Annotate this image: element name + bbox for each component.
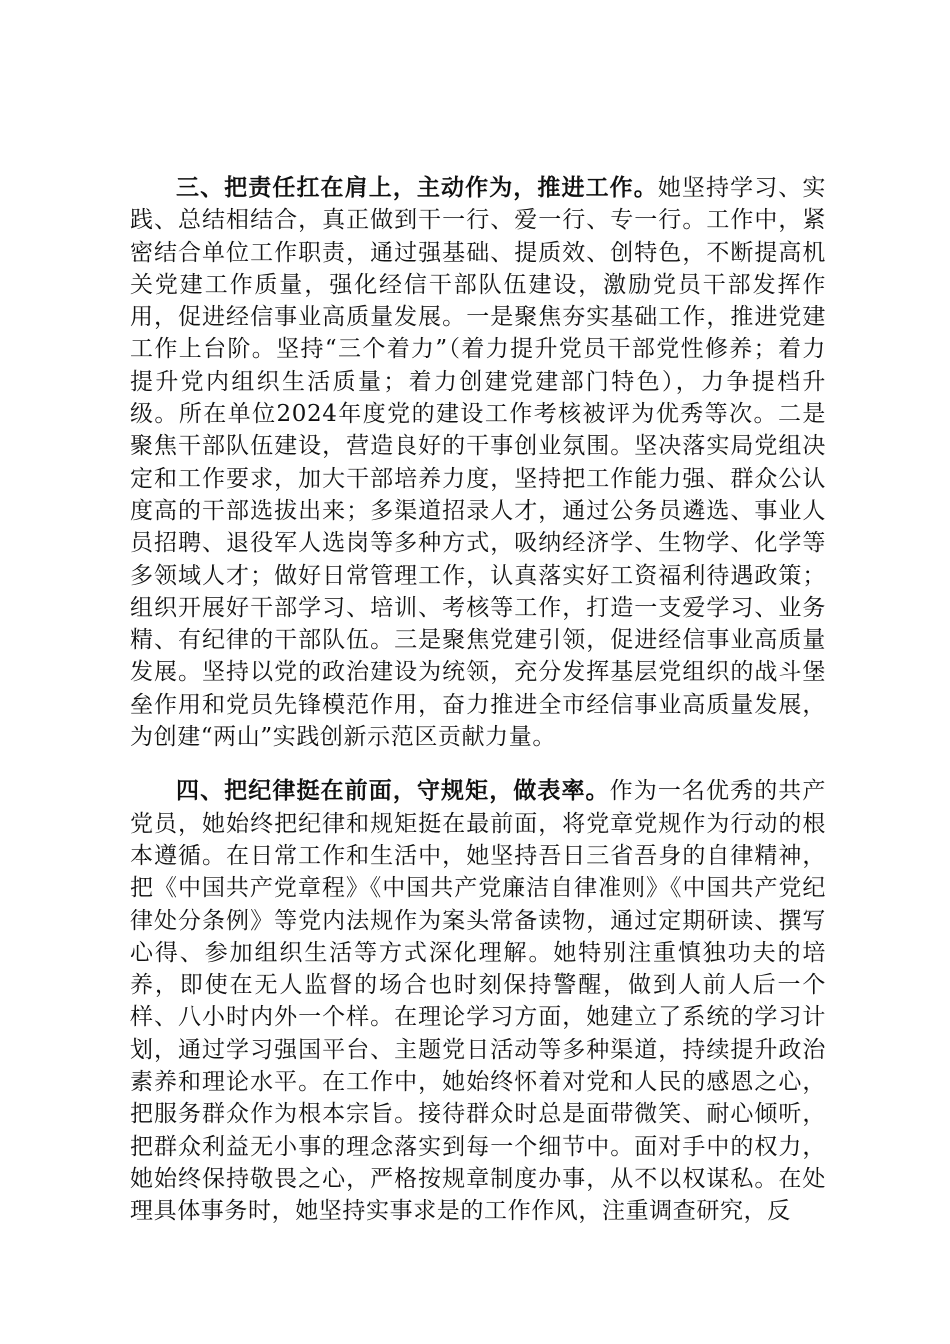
paragraph-section-three	[130, 172, 826, 753]
section-three-heading: 三、把责任扛在肩上，主动作为，推进工作。	[176, 175, 658, 201]
section-four-heading: 四、把纪律挺在前面，守规矩，做表率。	[176, 778, 610, 805]
paragraph-section-four	[130, 775, 826, 1227]
section-three-body: 她坚持学习、实践、总结相结合，真正做到干一行、爱一行、专一行。工作中，紧密结合单位工作职责，通过强基础、提质效、创特色，不断提高机关党建工作质量，强化经信干部队伍建设，激励党员干部发挥作用，促进经信事业高质量发展。一是聚焦夯实基础工作，推进党建工作上台阶。坚持“三个着力”（着力提升党员干部党性修养；着力提升党内组织生活质量；着力创建党建部门特色），力争提档升级。所在单位2024年度党的建设工作考核被评为优秀等次。二是聚焦干部队伍建设，营造良好的干事创业氛围。坚决落实局党组决定和工作要求，加大干部培养力度，坚持把工作能力强、群众公认度高的干部选拔出来；多渠道招录人才，通过公务员遴选、事业人员招聘、退役军人选岗等多种方式，吸纳经济学、生物学、化学等多领域人才；做好日常管理工作，认真落实好工资福利待遇政策；组织开展好干部学习、培训、考核等工作，打造一支爱学习、业务精、有纪律的干部队伍。三是聚焦党建引领，促进经信事业高质量发展。坚持以党的政治建设为统领，充分发挥基层党组织的战斗堡垒作用和党员先锋模范作用，奋力推进全市经信事业高质量发展，为创建“两山”实践创新示范区贡献力量。	[130, 175, 826, 751]
document-body	[130, 172, 826, 1228]
section-four-body: 作为一名优秀的共产党员，她始终把纪律和规矩挺在最前面，将党章党规作为行动的根本遵循。在日常工作和生活中，她坚持吾日三省吾身的自律精神，把《中国共产党章程》《中国共产党廉洁自律准则》《中国共产党纪律处分条例》等党内法规作为案头常备读物，通过定期研读、撰写心得、参加组织生活等方式深化理解。她特别注重慎独功夫的培养，即使在无人监督的场合也时刻保持警醒，做到人前人后一个样、八小时内外一个样。在理论学习方面，她建立了系统的学习计划，通过学习强国平台、主题党日活动等多种渠道，持续提升政治素养和理论水平。在工作中，她始终怀着对党和人民的感恩之心，把服务群众作为根本宗旨。接待群众时总是面带微笑、耐心倾听，把群众利益无小事的理念落实到每一个细节中。面对手中的权力，她始终保持敬畏之心，严格按规章制度办事，从不以权谋私。在处理具体事务时，她坚持实事求是的工作作风，注重调查研究，反	[130, 778, 826, 1225]
